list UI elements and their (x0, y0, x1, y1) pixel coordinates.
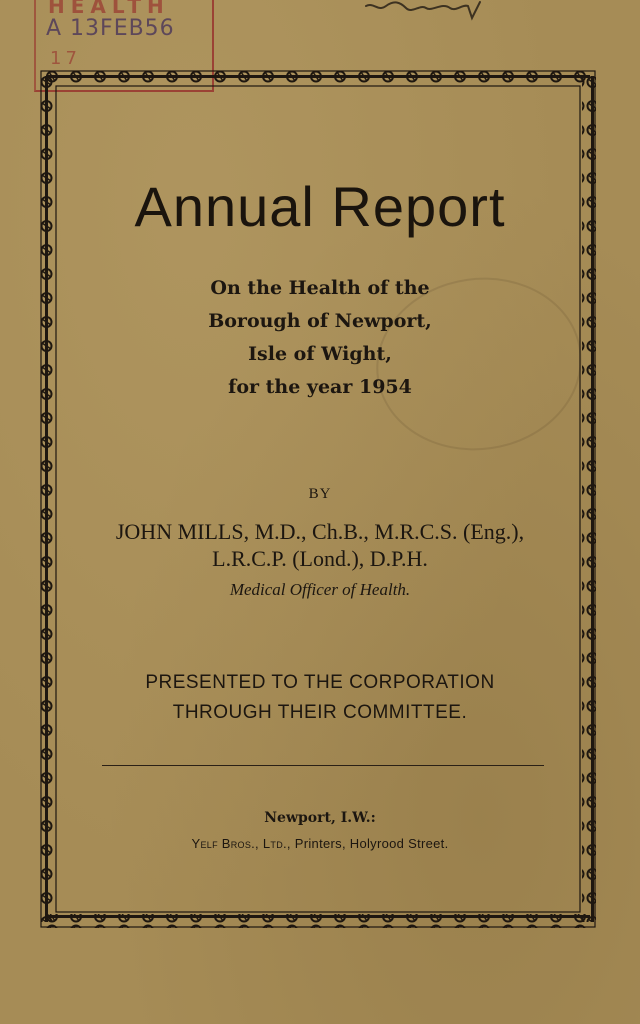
handwritten-scribble (360, 0, 490, 28)
stamp-line-1: HEALTH (48, 0, 170, 18)
author-name: JOHN MILLS, M.D., Ch.B., M.R.C.S. (Eng.), (115, 519, 525, 544)
subtitle-line-2: Borough of Newport, (208, 310, 432, 332)
subtitle-line-3: Isle of Wight, (248, 343, 392, 365)
report-subtitle (60, 272, 580, 404)
by-label: BY (308, 486, 332, 502)
stamp-line-3: 17 (50, 48, 81, 69)
printer-address: Printers, Holyrood Street. (290, 836, 449, 851)
presentation-note (60, 668, 580, 728)
author-qualifications: L.R.C.P. (Lond.), D.P.H. (212, 546, 428, 571)
author-block (60, 518, 580, 572)
page-title: Annual Report (134, 175, 506, 238)
subtitle-line-1: On the Health of the (210, 277, 430, 299)
stamp-date: A 13FEB56 (46, 16, 175, 41)
presented-line-1: PRESENTED TO THE CORPORATION (145, 672, 495, 693)
imprint-place: Newport, I.W.: (264, 810, 376, 826)
subtitle-line-4: for the year 1954 (228, 376, 412, 398)
presented-line-2: THROUGH THEIR COMMITTEE. (172, 702, 468, 723)
divider (102, 765, 544, 766)
printer-name: Yelf Bros., Ltd., (191, 836, 291, 851)
imprint-printer (60, 836, 580, 851)
author-role: Medical Officer of Health. (229, 580, 411, 599)
